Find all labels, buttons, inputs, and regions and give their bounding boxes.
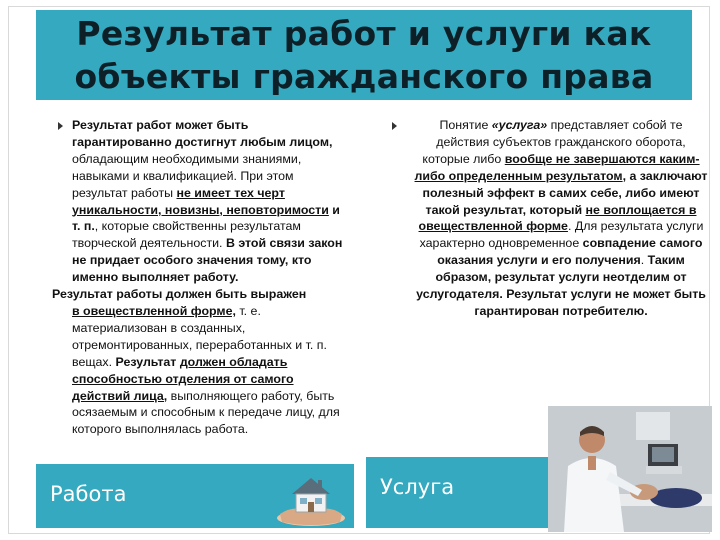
left-p2-separation: должен обладать способностью отделения от самого действий лица, [72,354,294,403]
right-text-4: . [640,253,648,268]
left-paragraph-1 [50,117,350,286]
title-line-2: объекты гражданского права [74,57,654,96]
left-p2-text-2: выполняющего работу, быть осязаемым и способным к передаче лицу, для которого выполнялась работа. [72,388,340,437]
right-term: «услуга» [491,118,548,132]
left-p2-form: в овеществленной форме, [72,303,236,318]
left-p2-lead: Результат работы должен быть выражен [52,287,307,302]
right-column [400,117,710,320]
left-p2-result: Результат [115,354,180,369]
right-paragraph [400,117,710,320]
right-text-1: представляет собой те действия субъектов гражданского оборота, которые либо [422,118,686,166]
bullet-right [392,122,397,130]
left-p1-conclusion: В этой связи закон не придает особого значения тому, кто именно выполняет работу. [72,236,343,285]
house-in-hands-icon [274,468,348,526]
left-p2-text: т. е. материализован в созданных, отремонтированных, переработанных и т. п. вещах. [72,303,327,369]
right-text-2: , а заключают полезный эффект в самих себе, либо имеют такой результат, который [422,168,708,217]
left-p1-lead: Результат работ может быть гарантированно достигнут любым лицом, [72,118,333,149]
left-p1-text-2: , которые свойственны результатам творческой деятельности. [72,219,301,251]
service-box [366,457,548,528]
left-paragraph-2-cont [50,303,350,438]
right-conclusion: Таким образом, результат услуги неотделим от услугодателя. Результат услуги не может быть гарантирован потребителю. [416,253,706,318]
right-not-embodied: не воплощается в овеществленной форме [418,202,697,234]
right-no-result: вообще не завершаются каким-либо определенным результатом [414,151,700,183]
right-coincidence: совпадение самого оказания услуги и его получения [437,236,703,268]
left-p1-text: обладающим необходимыми знаниями, навыками и квалификацией. При этом результат работы [72,151,302,200]
left-paragraph-2 [50,286,350,303]
right-intro: Понятие [439,118,492,132]
left-p1-emphasis: не имеет тех черт уникальности, новизны, неповторимости [72,185,329,217]
service-label: Услуга [380,475,455,499]
right-text-3: . Для результата услуги характерно одновременное [419,219,704,251]
work-label: Работа [50,482,127,506]
left-p1-etc: и т. п. [72,202,340,234]
left-column [50,117,350,438]
work-box [36,464,354,528]
slide-title [36,12,692,98]
title-line-1: Результат работ и услуги как [76,14,652,53]
doctor-ultrasound-icon [548,406,712,532]
